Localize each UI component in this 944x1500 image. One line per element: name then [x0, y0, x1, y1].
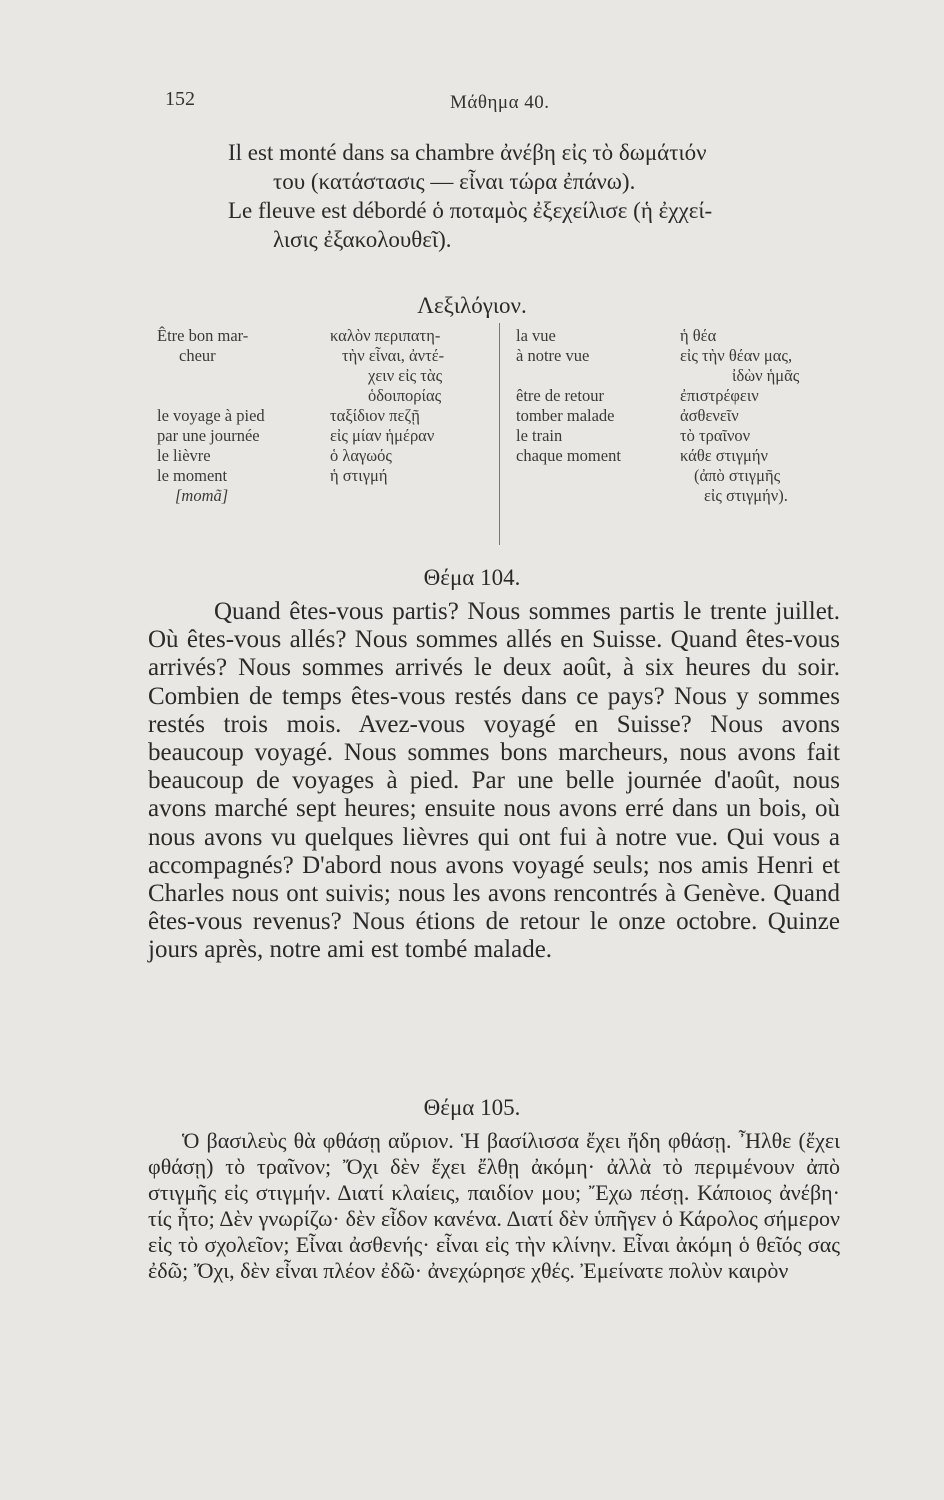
vocab-entry: cheur [179, 346, 216, 365]
vocab-entry: Être bon mar- [157, 326, 249, 345]
vocab-entry: ὁ λαγωός [330, 446, 392, 465]
vocab-entry: le train [516, 426, 563, 445]
vocab-entry: ὁδοιπορίας [368, 386, 442, 405]
theme-104-text: Quand êtes-vous partis? Nous sommes partis le trente juillet. Où êtes-vous allés? Nous sommes allés en Suisse. Quand êtes-vous arrivés? Nous sommes arrivés le deux août, à six heures du soir. Combien de temps êtes-vous restés dans ce pays? Nous y sommes restés trois mois. Avez-vous voyagé en Suisse? Nous avons beaucoup voyagé. Nous sommes bons marcheurs, nous avons fait beaucoup de voyages à pied. Par une belle journée d'août, nous avons marché sept heures; ensuite nous avons erré dans un bois, où nous avons vu quelques lièvres qui ont fui à notre vue. Qui vous a accompagnés? D'abord nous avons voyagé seuls; nos amis Henri et Charles nous ont suivis; nous les avons rencontrés à Genève. Quand êtes-vous revenus? Nous étions de retour le onze octobre. Quinze jours après, notre ami est tombé malade. [148, 598, 840, 964]
intro-line: Il est monté dans sa chambre ἀνέβη εἰς τὸ δωμάτιόν [228, 140, 707, 165]
vocab-column-greek-1 [330, 326, 490, 486]
vocab-entry: εἰς τὴν θέαν μας, [680, 346, 793, 365]
vocab-entry: tomber malade [516, 406, 615, 425]
page-number: 152 [165, 88, 195, 110]
vocab-entry: χειν εἰς τὰς [368, 366, 443, 385]
lexicon-title: Λεξιλόγιον. [417, 293, 527, 318]
intro-line: του (κατάστασις — εἶναι τώρα ἐπάνω). [273, 169, 636, 194]
vocab-entry: (ἀπὸ στιγμῆς [694, 466, 781, 485]
vocab-entry: κάθε στιγμήν [680, 446, 768, 465]
vocab-column-french-1 [157, 326, 277, 506]
vocab-entry: à notre vue [516, 346, 590, 365]
vocab-entry: le lièvre [157, 446, 211, 465]
vocab-entry: [momã] [175, 486, 229, 505]
intro-line: Le fleuve est débordé ὁ ποταμὸς ἐξεχείλισε (ἡ ἐχχεί- [228, 198, 713, 223]
vocab-entry: par une journée [157, 426, 260, 445]
vocab-entry: καλὸν περιπατη- [330, 326, 441, 345]
vocab-entry: εἰς μίαν ἡμέραν [330, 426, 435, 445]
vocab-entry: τὸ τραῖνον [680, 426, 751, 445]
vocab-entry: ταξίδιον πεζῇ [330, 406, 420, 425]
theme-105-text: Ὁ βασιλεὺς θὰ φθάσῃ αὔριον. Ἡ βασίλισσα ἔχει ἤδη φθάσῃ. Ἦλθε (ἔχει φθάσῃ) τὸ τραῖνον; Ὄχι δὲν ἔχει ἔλθῃ ἀκόμη· ἀλλὰ τὸ περιμένουν ἀπὸ στιγμῆς εἰς στιγμήν. Διατί κλαίεις, παιδίον μου; Ἔχω πέσῃ. Κάποιος ἀνέβη· τίς ἦτο; Δὲν γνωρίζω· δὲν εἶδον κανένα. Διατί δὲν ὑπῆγεν ὁ Κάρολος σήμερον εἰς τὸ σχολεῖον; Εἶναι ἀσθενής· εἶναι εἰς τὴν κλίνην. Εἶναι ἀκόμη ὁ θεῖός σας ἐδῶ; Ὄχι, δὲν εἶναι πλέον ἐδῶ· ἀνεχώρησε χθές. Ἐμείνατε πολὺν καιρὸν [148, 1128, 840, 1283]
vocab-entry: la vue [516, 326, 556, 345]
vocab-entry: ἡ στιγμή [330, 466, 388, 485]
vocab-entry: ἀσθενεῖν [680, 406, 739, 425]
vocab-entry: ἡ θέα [680, 326, 717, 345]
vocab-entry: être de retour [516, 386, 604, 405]
intro-line: λισις ἐξακολουθεῖ). [273, 227, 452, 252]
vocab-entry: ἐπιστρέφειν [680, 386, 759, 405]
vocab-column-greek-2 [680, 326, 855, 506]
vocab-entry: chaque moment [516, 446, 621, 465]
vocab-entry: le voyage à pied [157, 406, 265, 425]
vocab-entry: τὴν εἶναι, ἀντέ- [342, 346, 445, 365]
vocab-entry: εἰς στιγμήν). [704, 486, 788, 505]
theme-104-title: Θέμα 104. [423, 565, 521, 590]
vocab-entry: le moment [157, 466, 228, 485]
theme-105-title: Θέμα 105. [423, 1095, 521, 1120]
vocab-entry: ἰδὼν ἡμᾶς [732, 366, 800, 385]
intro-examples [228, 138, 868, 254]
running-title: Μάθημα 40. [450, 92, 550, 113]
column-divider [499, 323, 500, 545]
vocab-column-french-2 [516, 326, 676, 466]
